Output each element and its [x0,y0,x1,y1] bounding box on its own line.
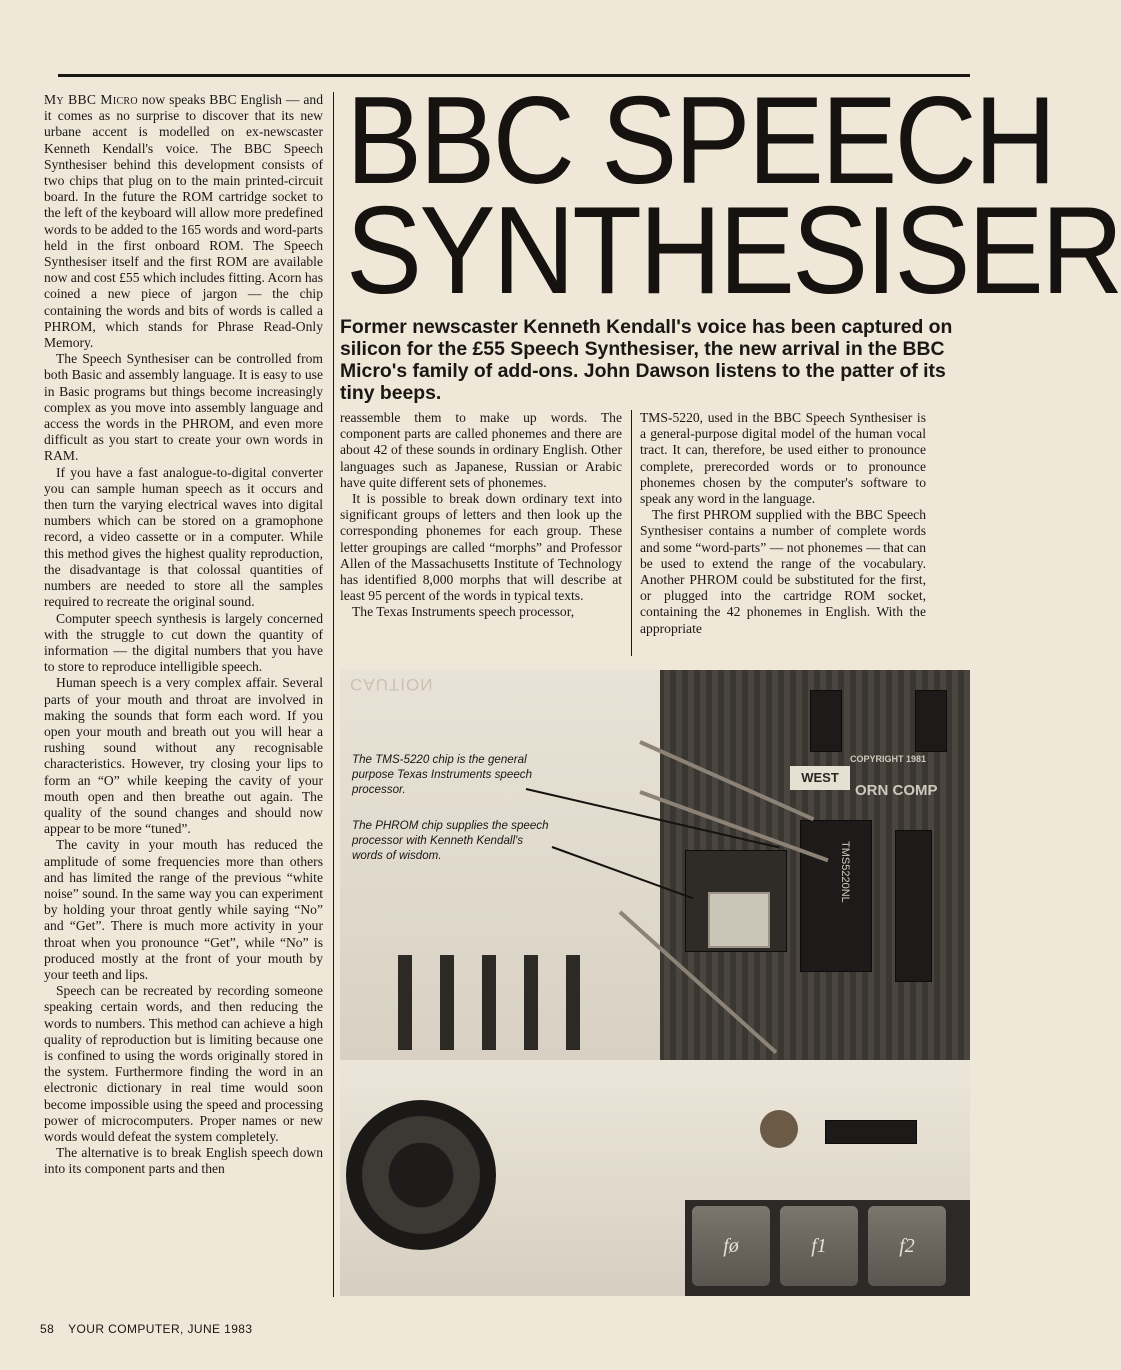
paragraph: If you have a fast analogue-to-digital converter you can sample human speech as it occurs and then turn the varying electrical waves into digital numbers which can be stored on a gramophone record, a video cassette or in a computer. While this method gives the highest quality reproduction, the disadvantage is that colossal quantities of numbers are needed to store all the samples required to recreate the original sound. [44,464,323,610]
paragraph: Computer speech synthesis is largely concerned with the struggle to cut down the quantity of information — the digital numbers that you have to store to reproduce intelligible speech. [44,610,323,675]
capacitor [760,1110,798,1148]
board-copyright-text: COPYRIGHT 1981 [850,754,927,764]
board-label-west: WEST [790,766,850,790]
page-number: 58 [40,1322,55,1336]
article-column-1 [44,92,323,1178]
ic-chip [825,1120,917,1144]
speaker [346,1100,496,1250]
column-divider [631,410,632,656]
function-key-f0: fø [692,1206,770,1286]
article-column-3 [640,410,926,637]
board-acorn-text: ORN COMP [855,782,938,799]
function-key-f1: f1 [780,1206,858,1286]
case-label: CAUTION [350,675,434,694]
ic-chip [915,690,947,752]
paragraph: TMS-5220, used in the BBC Speech Synthesiser is a general-purpose digital model of the human vocal tract. It can, therefore, be used either to pronounce complete, prerecorded words or to pronounce phonemes chosen by the computer's software to speak any word in the language. [640,410,926,507]
page-footer [40,1322,252,1336]
paragraph: The cavity in your mouth has reduced the amplitude of some frequencies more than others and has limited the range of the previous “white noise” sound. In the same way you can experiment by holding your throat gently while saying “No” and “Get”. There is much more activity in your throat when you pronounce “Get”, while “No” is produced mostly at the front of your mouth by your teeth and lips. [44,837,323,982]
paragraph: The Texas Instruments speech processor, [352,604,575,620]
headline-line-1: BBC SPEECH [346,72,1054,210]
paragraph: Human speech is a very complex affair. Several parts of your mouth and throat are involved in making the sounds that form each word. If you open your mouth and breath out you will hear a rushing sound without any recognisable characteristics. However, try closing your lips to form an “O” while keeping the cavity of your mouth open and then breathe out again. The quality of the sound changes and should now appear to be more “tuned”. [44,675,323,837]
lead-in-smallcaps: My BBC Micro [44,92,138,107]
ic-chip [810,690,842,752]
phrom-chip [708,892,770,948]
chip-label: TMS5220NL [839,841,851,903]
circuit-board-photo [340,670,970,1296]
caption-tms5220: The TMS-5220 chip is the general purpose Texas Instruments speech processor. [352,753,533,796]
headline-line-2: SYNTHESISER [346,182,1121,320]
case-vents [380,955,610,1050]
column-divider [333,92,334,1297]
paragraph: The first PHROM supplied with the BBC Speech Synthesiser contains a number of complete words and some “word-parts” — not phonemes — that can be used to extend the range of the vocabulary. Another PHROM could be substituted for the first, or plugged into the cartridge ROM socket, containing the 42 phonemes in English. With the appropriate [640,507,926,636]
function-key-f2: f2 [868,1206,946,1286]
paragraph: The Speech Synthesiser can be controlled from both Basic and assembly language. It is easy to use in Basic programs but things become increasingly complex as you move into assembly language and access the words in the PHROM, and even more difficult as you start to create your own words in RAM. [44,351,323,464]
paragraph: My BBC Micro now speaks BBC English — and it comes as no surprise to discover that its new urbane accent is modelled on ex-newscaster Kenneth Kendall's voice. The BBC Speech Synthesiser behind this development consists of two chips that plug on to the main printed-circuit board. In the future the ROM cartridge socket to the left of the keyboard will allow more predefined words to be added to the 165 words and word-parts held in the first onboard ROM. The Speech Synthesiser itself and the first ROM are available now and cost £55 which includes fitting. Acorn has coined a new piece of jargon — the chip containing the words and bits of words is called a PHROM, which stands for Phrase Read-Only Memory. [44,92,324,351]
paragraph: reassemble them to make up words. The component parts are called phonemes and there are about 42 of these sounds in ordinary English. Other languages such as Japanese, Russian or Arabic have quite different sets of phonemes. [340,410,622,490]
publication-info: YOUR COMPUTER, JUNE 1983 [68,1322,253,1336]
ic-chip [895,830,932,982]
tms5220-chip [800,820,872,972]
headline [336,72,1121,320]
paragraph: It is possible to break down ordinary text into significant groups of letters and then look up the corresponding phonemes for each group. These letter groupings are called “morphs” and Professor Allen of the Massachusetts Institute of Technology has identified 8,000 morphs that will describe at least 95 percent of the words in typical texts. [340,491,622,604]
paragraph: The alternative is to break English speech down into its component parts and then [44,1145,323,1177]
paragraph: Speech can be recreated by recording someone speaking certain words, and then reducing the words to numbers. This method can achieve a high quality of reproduction but is limiting because one is confined to using the words originally stored in the system. Furthermore finding the word in an electronic dictionary in real time would soon become impossible using the speed and processing power of microcomputers. Proper names or new words would defeat the system completely. [44,983,323,1144]
article-column-2 [340,410,622,621]
caption-phrom: The PHROM chip supplies the speech processor with Kenneth Kendall's words of wisdom. [352,819,549,862]
standfirst: Former newscaster Kenneth Kendall's voice has been captured on silicon for the £55 Speech Synthesiser, the new arrival in the BBC Micro's family of add-ons. John Dawson listens to the patter of its tiny beeps. [340,316,953,404]
